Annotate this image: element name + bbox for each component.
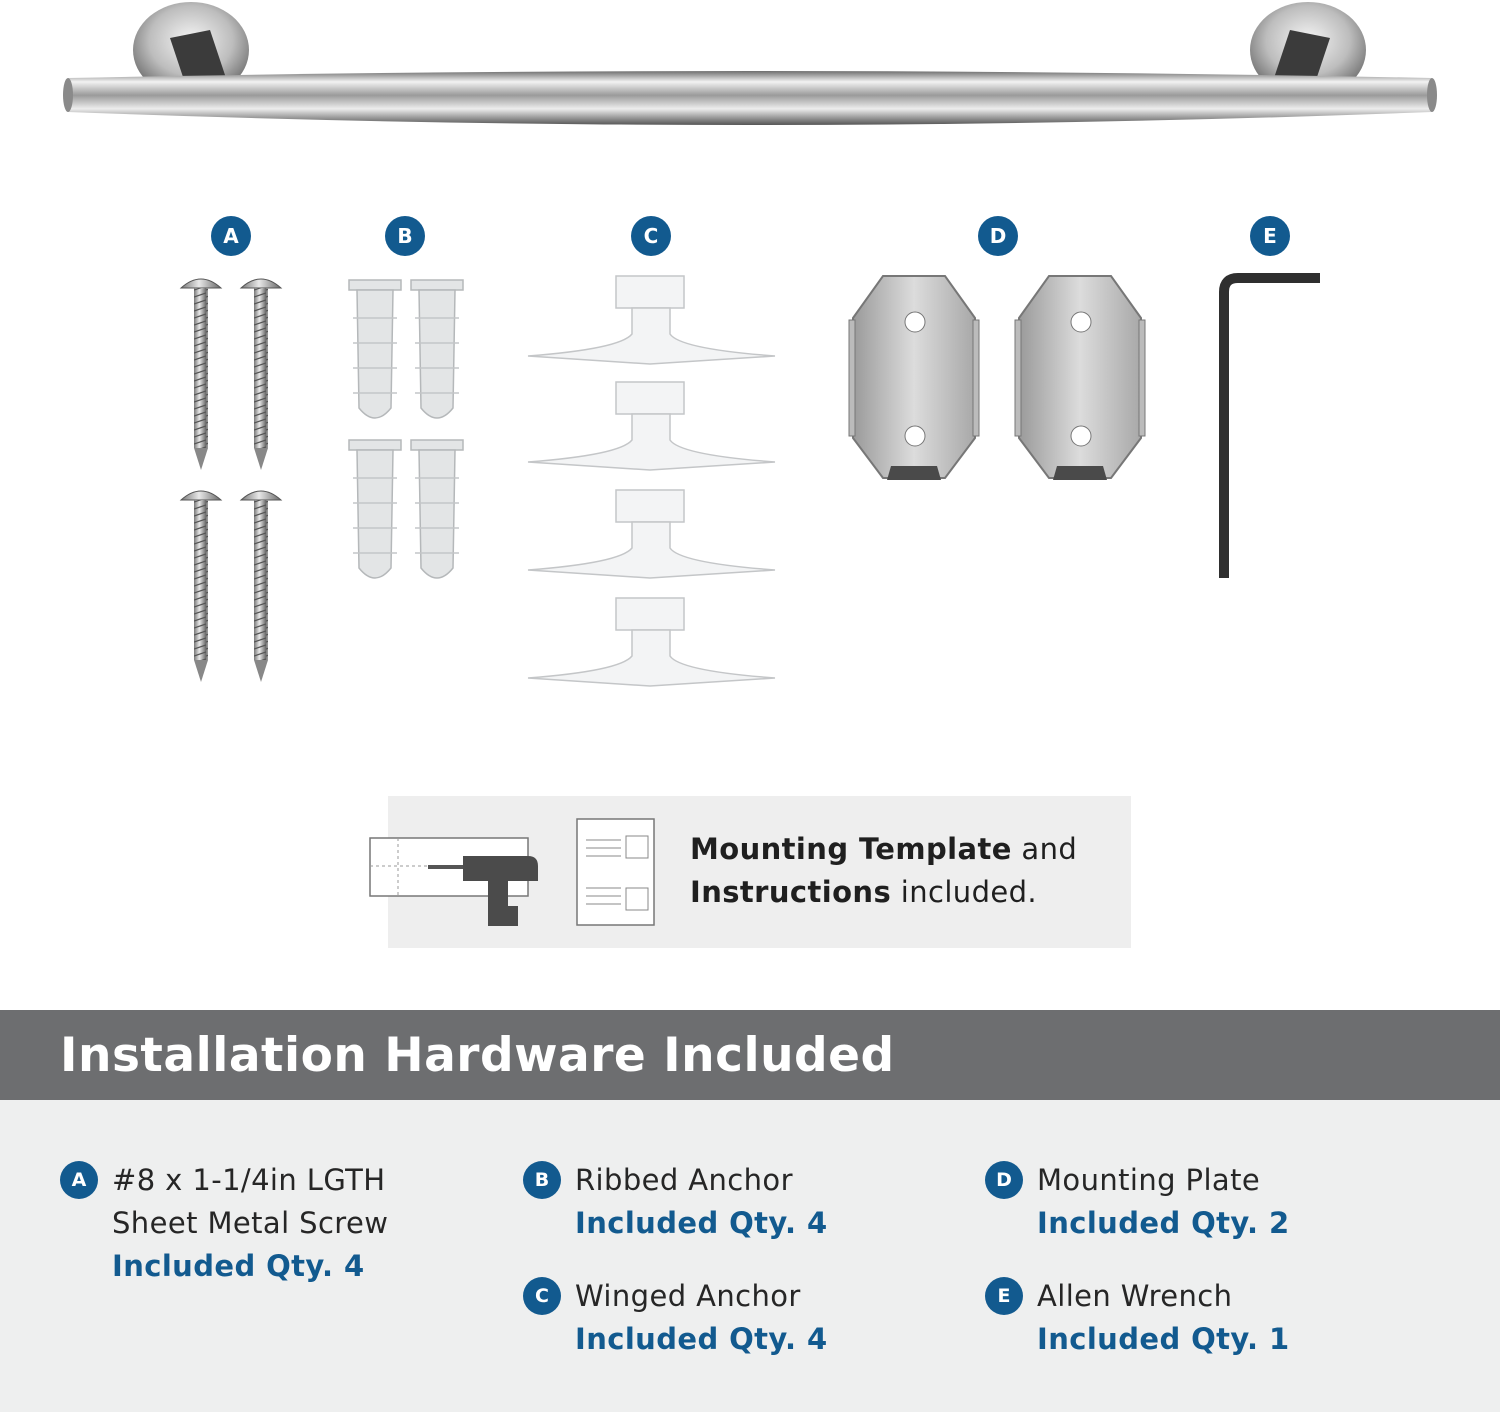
ribbed-anchors-image [345,278,470,588]
screw-1 [181,279,221,470]
ribbed-anchor-4 [411,440,463,578]
item-a-name-line2: Sheet Metal Screw [112,1206,389,1240]
part-e-badge: E [1250,216,1290,256]
mounting-plates-image [845,270,1155,490]
winged-anchor-1 [528,276,775,364]
winged-anchor-4 [528,598,775,686]
item-c-qty: Included Qty. 4 [575,1322,828,1356]
allen-wrench-image [1210,268,1330,588]
screw-4 [241,491,281,682]
item-d-name: Mounting Plate [1037,1163,1261,1197]
hardware-list [0,1100,1500,1412]
winged-anchor-3 [528,490,775,578]
item-a-qty: Included Qty. 4 [112,1249,365,1283]
item-b-name: Ribbed Anchor [575,1163,793,1197]
drill-template-icon [368,836,553,931]
mounting-template-note [388,796,1131,948]
item-d-qty: Included Qty. 2 [1037,1206,1290,1240]
part-b-badge: B [385,216,425,256]
screws-image [170,270,295,690]
screw-3 [181,491,221,682]
item-e-name: Allen Wrench [1037,1279,1233,1313]
mounting-plate-2 [1015,276,1145,480]
item-c-name: Winged Anchor [575,1279,801,1313]
instructions-document-icon [576,818,656,928]
list-badge-c: C [523,1277,561,1315]
winged-anchors-image [520,274,785,694]
item-a-name-line1: #8 x 1-1/4in LGTH [112,1163,386,1197]
part-d-badge: D [978,216,1018,256]
list-badge-b: B [523,1161,561,1199]
hardware-banner [0,1010,1500,1100]
list-badge-d: D [985,1161,1023,1199]
part-a-badge: A [211,216,251,256]
list-badge-a: A [60,1161,98,1199]
part-c-badge: C [631,216,671,256]
list-badge-e: E [985,1277,1023,1315]
ribbed-anchor-3 [349,440,401,578]
ribbed-anchor-2 [411,280,463,418]
ribbed-anchor-1 [349,280,401,418]
item-b-qty: Included Qty. 4 [575,1206,828,1240]
grab-bar-image [0,0,1500,150]
screw-2 [241,279,281,470]
template-line-1: Mounting Template and [690,832,1078,866]
banner-title: Installation Hardware Included [60,1028,895,1083]
winged-anchor-2 [528,382,775,470]
item-e-qty: Included Qty. 1 [1037,1322,1290,1356]
template-line-2: Instructions included. [690,875,1038,909]
mounting-plate-1 [849,276,979,480]
